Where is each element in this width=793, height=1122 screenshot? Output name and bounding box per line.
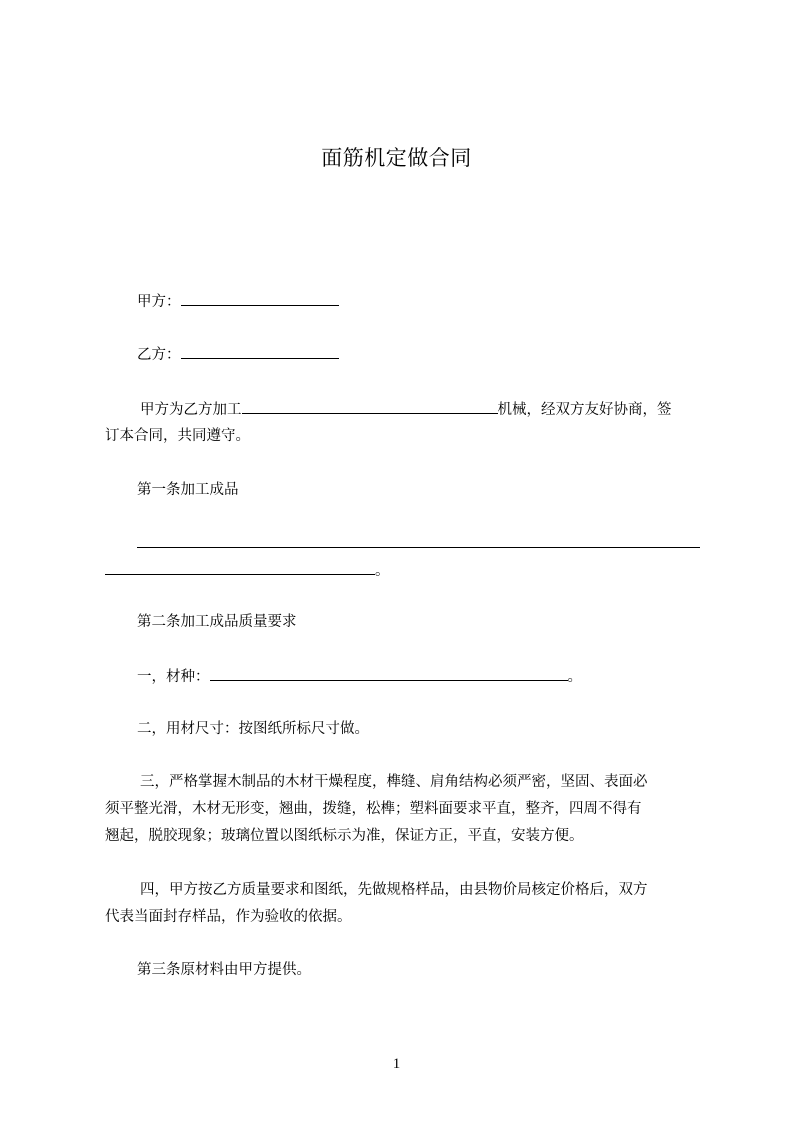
item3-line-3: 翘起，脱胶现象；玻璃位置以图纸标示为准，保证方正，平直，安装方便。 [105,828,584,844]
article1-blank-line-2 [105,560,390,581]
item4-line-2: 代表当面封存样品，作为验收的依据。 [105,909,352,925]
article1-end: 。 [375,563,390,579]
item1-label: 一，材种： [137,669,210,685]
party-b-blank [181,344,339,359]
page-number: 1 [392,1056,401,1072]
party-b-label: 乙方： [137,347,181,363]
intro-blank-1 [242,399,338,414]
party-a-label: 甲方： [137,294,181,310]
party-a-blank [181,291,339,306]
party-b-line [137,344,339,365]
article2-heading: 第二条加工成品质量要求 [137,614,297,630]
item1-line [137,666,582,687]
article1-heading: 第一条加工成品 [137,482,239,498]
intro-blank-2 [338,399,498,414]
document-title: 面筋机定做合同 [321,146,472,170]
article1-blank-2 [105,560,375,575]
item1-end: 。 [567,669,582,685]
intro-line-1 [140,399,672,420]
item3-line-1: 三，严格掌握木制品的木材干燥程度，榫缝、肩角结构必须严密，坚固、表面必 [140,774,648,790]
item2-line: 二，用材尺寸：按图纸所标尺寸做。 [137,721,369,737]
article1-blank-1 [137,533,700,548]
party-a-line [137,291,339,312]
item3-line-2: 须平整光滑，木材无形变，翘曲，拨缝，松榫；塑料面要求平直，整齐，四周不得有 [105,801,642,817]
intro-prefix: 甲方为乙方加工 [140,402,242,418]
article3-heading: 第三条原材料由甲方提供。 [137,962,311,978]
article1-blank-line-1 [137,533,700,554]
item1-blank [210,666,568,681]
intro-line-2: 订本合同，共同遵守。 [105,428,250,444]
intro-suffix: 机械，经双方友好协商，签 [497,402,672,418]
item4-line-1: 四，甲方按乙方质量要求和图纸，先做规格样品，由县物价局核定价格后，双方 [140,882,648,898]
